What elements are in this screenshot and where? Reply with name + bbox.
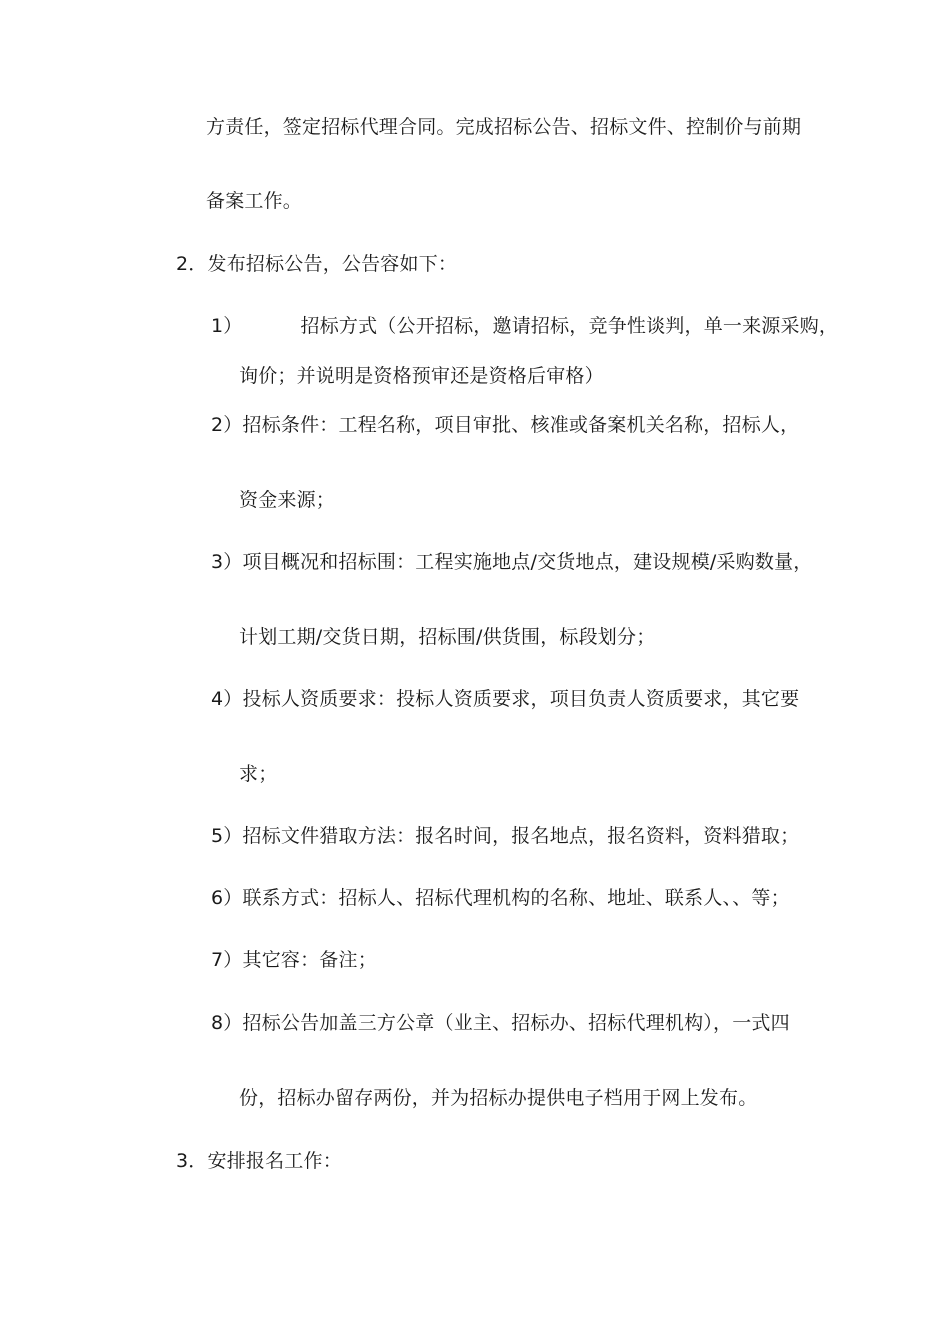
list-item-continuation: [239, 488, 335, 512]
section-number: 3．: [176, 1150, 208, 1172]
list-item: [211, 824, 799, 848]
item-text: 其它容：备注；: [242, 949, 377, 971]
line-text: 备案工作。: [206, 190, 303, 212]
item-number: 1）: [211, 315, 243, 337]
item-text: 招标文件猎取方法：报名时间，报名地点，报名资料，资料猎取；: [242, 825, 800, 847]
item-text: 求；: [239, 763, 278, 785]
list-item: [211, 886, 790, 910]
item-text: 投标人资质要求：投标人资质要求，项目负责人资质要求，其它要: [242, 688, 800, 710]
item-text: 招标方式（公开招标，邀请招标，竞争性谈判，单一来源采购，: [300, 315, 839, 337]
list-item-continuation: [239, 762, 277, 786]
list-item: [211, 413, 799, 437]
item-text: 联系方式：招标人、招标代理机构的名称、地址、联系人、、等；: [242, 887, 790, 909]
list-item-continuation: [239, 625, 655, 649]
section-number: 2．: [176, 253, 208, 275]
item-number: 4）: [211, 688, 243, 710]
item-text: 询价；并说明是资格预审还是资格后审格）: [239, 365, 604, 387]
item-number: 3）: [211, 551, 243, 573]
item-text: 招标条件：工程名称，项目审批、核准或备案机关名称，招标人，: [242, 414, 800, 436]
list-item: [211, 687, 799, 711]
item-text: 招标公告加盖三方公章（业主、招标办、招标代理机构），一式四: [242, 1012, 790, 1034]
section-heading: [176, 1149, 342, 1173]
list-item: [211, 948, 377, 972]
section-title: 发布招标公告，公告容如下：: [207, 253, 458, 275]
item-text: 计划工期/交货日期，招标围/供货围，标段划分；: [239, 626, 656, 648]
item-number: 2）: [211, 414, 243, 436]
list-item: [211, 550, 813, 574]
list-item: [211, 314, 838, 338]
item-number: 5）: [211, 825, 243, 847]
line-text: 方责任，签定招标代理合同。完成招标公告、招标文件、控制价与前期: [206, 116, 802, 138]
section-heading: [176, 252, 457, 276]
paragraph-line: [206, 115, 801, 139]
item-number: 6）: [211, 887, 243, 909]
item-text: 项目概况和招标围：工程实施地点/交货地点，建设规模/采购数量，: [242, 551, 813, 573]
item-text: 资金来源；: [239, 489, 336, 511]
list-item-continuation: [239, 1086, 757, 1110]
section-title: 安排报名工作：: [207, 1150, 342, 1172]
list-item-continuation: [239, 364, 604, 388]
item-number: 8）: [211, 1012, 243, 1034]
item-number: 7）: [211, 949, 243, 971]
list-item: [211, 1011, 790, 1035]
paragraph-line: [206, 189, 302, 213]
item-text: 份，招标办留存两份，并为招标办提供电子档用于网上发布。: [239, 1087, 758, 1109]
